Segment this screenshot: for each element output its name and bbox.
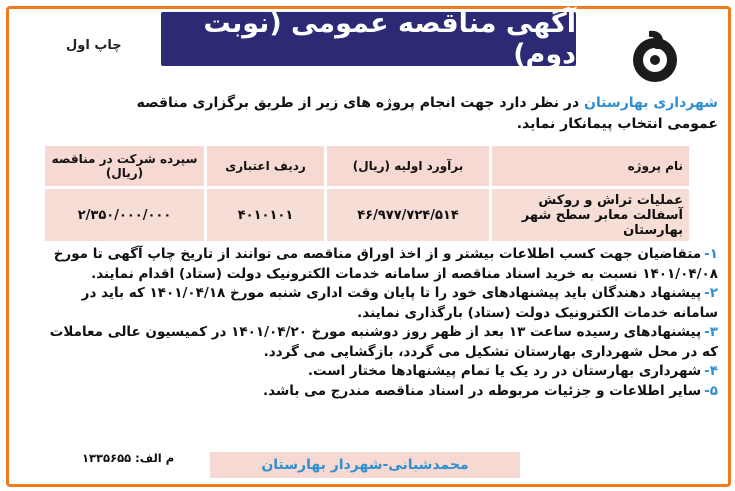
cell-project-name: عملیات تراش و روکش آسفالت معابر سطح شهر بهارستان [492,189,689,241]
municipality-logo-icon [629,27,681,85]
list-item [48,382,718,402]
list-item [48,284,718,323]
item-number: ۵- [704,382,718,399]
item-number: ۳- [704,324,718,340]
item-number: ۲- [704,285,718,301]
tender-table [42,143,692,244]
col-initial-estimate: برآورد اولیه (ریال) [327,146,489,186]
conditions-list [48,245,718,401]
list-item [48,323,718,362]
table-header-row [45,146,689,186]
item-text: متقاضیان جهت کسب اطلاعات بیشتر و از اخذ اوراق مناقصه می توانند از تاریخ چاپ آگهی تا مورخ ۱۴۰۱/۰۴/۰۸ نسبت به خرید اسناد مناقصه از سامانه خدمات الکترونیک دولت (ستاد) اقدام نمایند. [53,246,718,282]
intro-paragraph [118,93,718,135]
notice-title: آگهی مناقصه عمومی (نوبت دوم) [161,12,576,66]
item-text: پیشنهادهای رسیده ساعت ۱۳ بعد از ظهر روز دوشنبه مورخ ۱۴۰۱/۰۴/۲۰ در کمیسیون عالی معاملات که در محل شهرداری بهارستان تشکیل می گردد، بازگشایی می گردد. [49,324,718,360]
item-number: ۱- [704,246,718,262]
list-item [48,245,718,284]
organization-name: شهرداری بهارستان [584,95,718,111]
item-number: ۴- [704,363,718,379]
intro-text: در نظر دارد جهت انجام پروژه های زیر از طریق برگزاری مناقصه عمومی انتخاب پیمانکار نماید. [136,95,718,132]
col-project-name: نام پروژه [492,146,689,186]
print-edition-label: چاپ اول [66,38,122,53]
cell-deposit: ۲/۳۵۰/۰۰۰/۰۰۰ [45,189,204,241]
col-deposit: سپرده شرکت در مناقصه (ریال) [45,146,204,186]
item-text: سایر اطلاعات و جزئیات مربوطه در اسناد مناقصه مندرج می باشد. [263,382,702,399]
list-item [48,362,718,382]
col-budget-line: ردیف اعتباری [207,146,324,186]
reference-number: م الف: ۱۳۳۵۶۵۵ [82,451,175,465]
cell-budget-line: ۴۰۱۰۱۰۱ [207,189,324,241]
table-row [45,189,689,241]
item-text: پیشنهاد دهندگان باید پیشنهادهای خود را تا پایان وقت اداری شنبه مورخ ۱۴۰۱/۰۴/۱۸ که باید در سامانه خدمات الکترونیک دولت (ستاد) بارگذاری نمایند. [81,285,718,321]
item-text: شهرداری بهارستان در رد یک یا تمام پیشنهادها مختار است. [307,363,702,379]
mayor-signature: محمدشبانی-شهردار بهارستان [210,452,520,478]
cell-initial-estimate: ۴۶/۹۷۷/۷۲۴/۵۱۴ [327,189,489,241]
